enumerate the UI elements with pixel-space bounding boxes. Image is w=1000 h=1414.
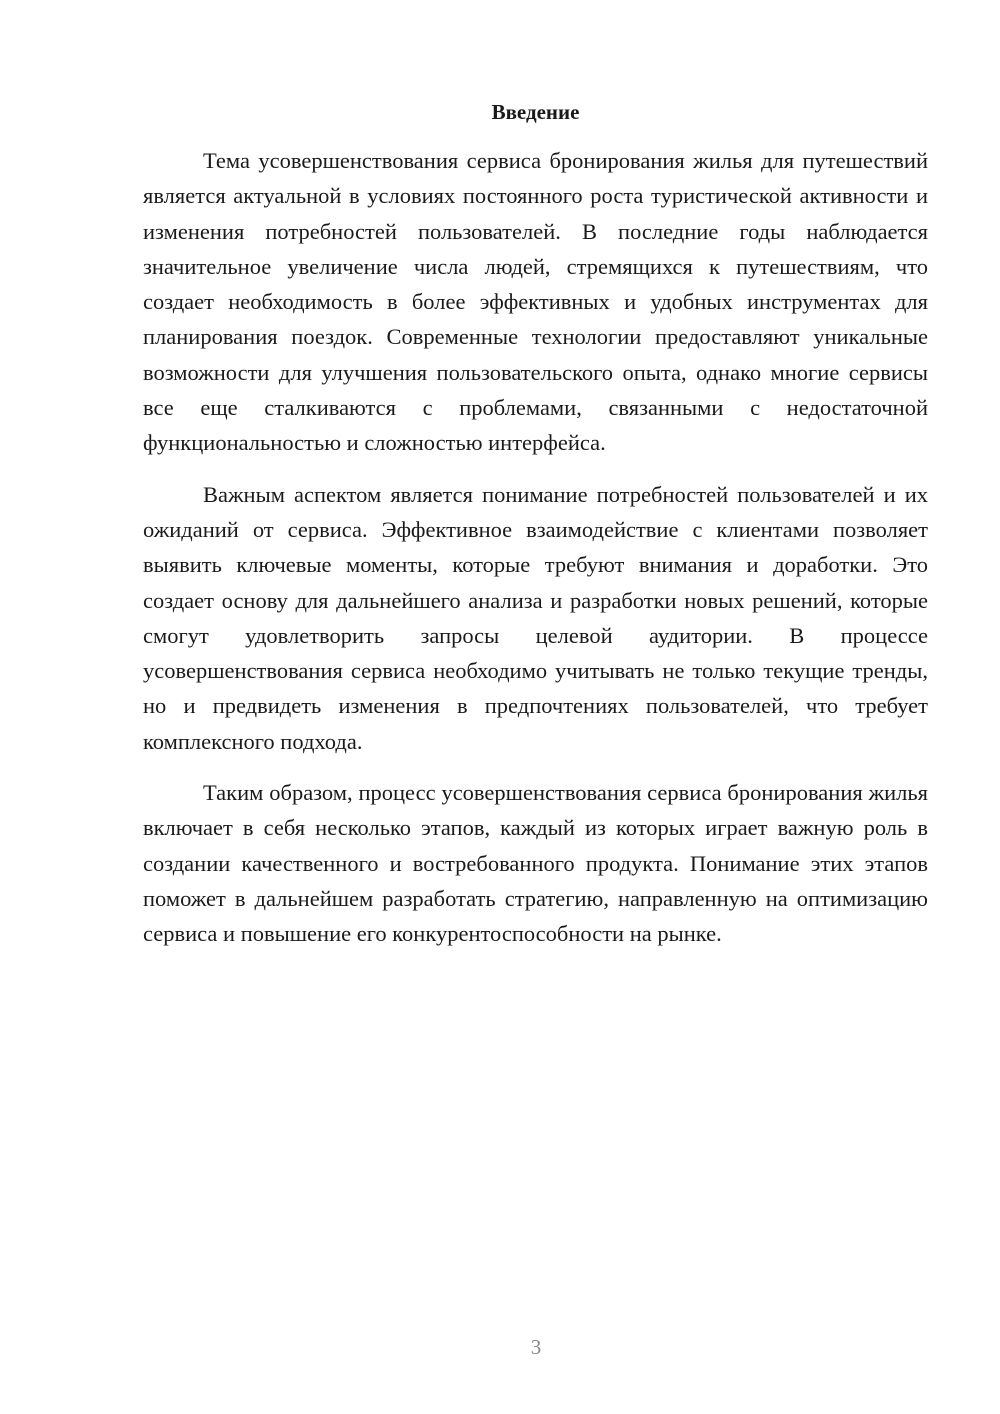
page-number: 3 <box>530 1335 542 1359</box>
paragraph-2: Важным аспектом является понимание потребностей пользователей и их ожиданий от сервиса. Эффективное взаимодействие с клиентами позволяет выявить ключевые моменты, которые требуют внимания и доработки. Это создает основу для дальнейшего анализа и разработки новых решений, которые смогут удовлетворить запросы целевой аудитории. В процессе усовершенствования сервиса необходимо учитывать не только текущие тренды, но и предвидеть изменения в предпочтениях пользователей, что требует комплексного подхода. <box>143 481 928 754</box>
body-text <box>143 143 928 968</box>
paragraph-1: Тема усовершенствования сервиса бронирования жилья для путешествий является актуальной в условиях постоянного роста туристической активности и изменения потребностей пользователей. В последние годы наблюдается значительное увеличение числа людей, стремящихся к путешествиям, что создает необходимость в более эффективных и удобных инструментах для планирования поездок. Современные технологии предоставляют уникальные возможности для улучшения пользовательского опыта, однако многие сервисы все еще сталкиваются с проблемами, связанными с недостаточной функциональностью и сложностью интерфейса. <box>143 148 928 456</box>
section-title: Введение <box>491 100 580 124</box>
paragraph-3: Таким образом, процесс усовершенствования сервиса бронирования жилья включает в себя несколько этапов, каждый из которых играет важную роль в создании качественного и востребованного продукта. Понимание этих этапов поможет в дальнейшем разработать стратегию, направленную на оптимизацию сервиса и повышение его конкурентоспособности на рынке. <box>143 780 928 947</box>
